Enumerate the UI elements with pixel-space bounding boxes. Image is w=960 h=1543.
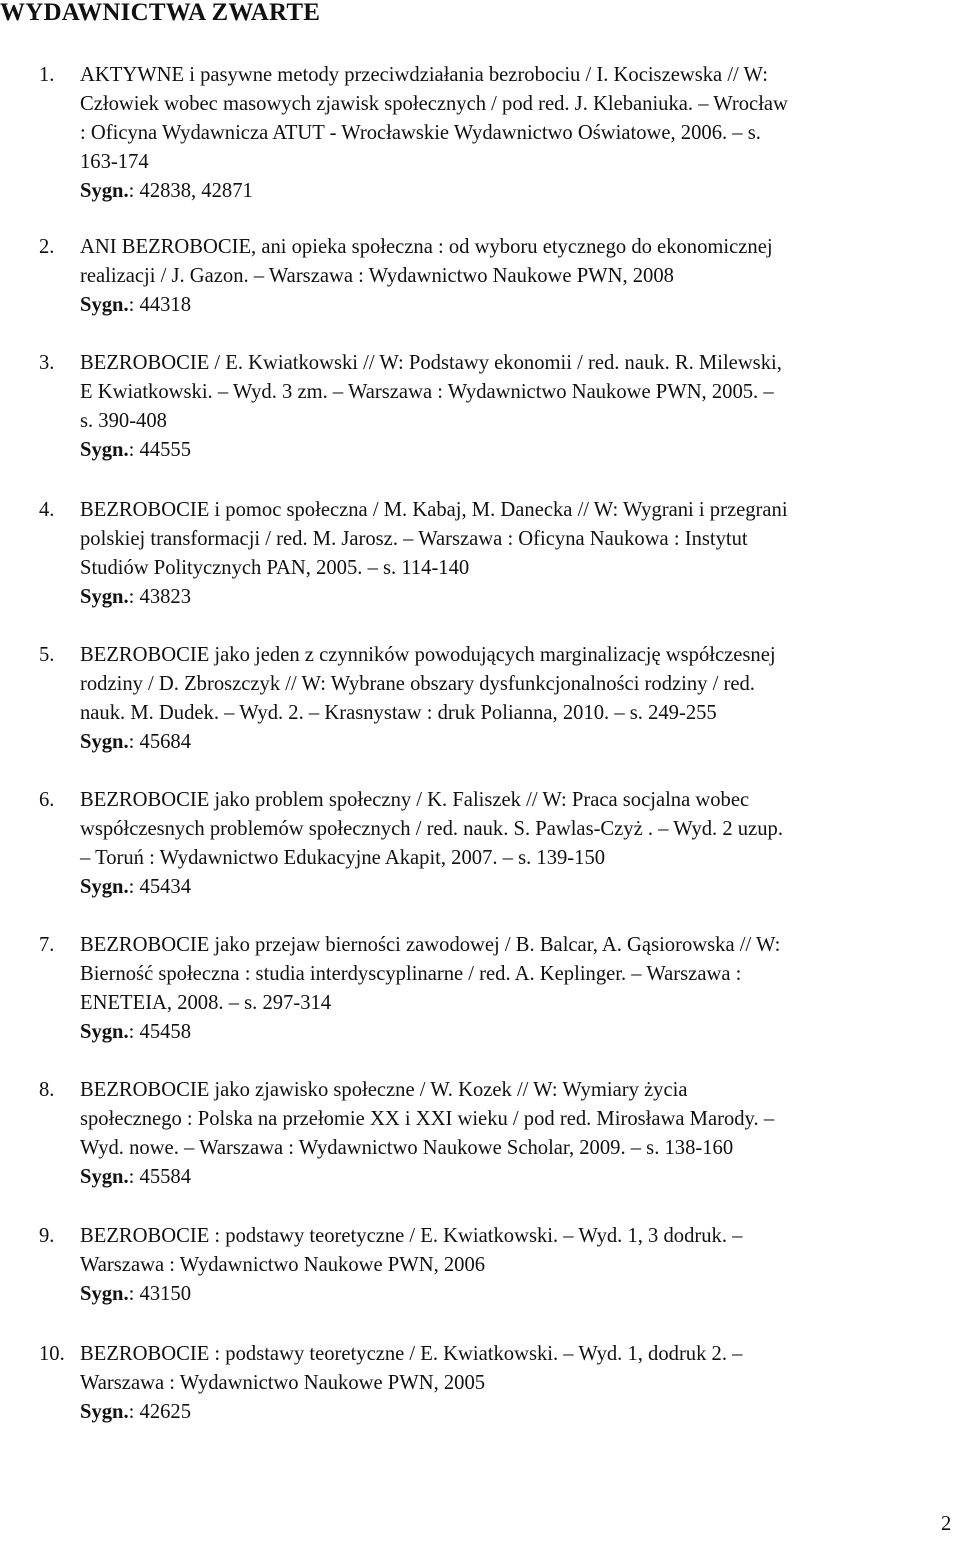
entry-line: AKTYWNE i pasywne metody przeciwdziałania bezrobociu / I. Kociszewska // W:: [80, 64, 768, 86]
entry-number: 3.: [39, 352, 55, 374]
call-number-line: [80, 1398, 960, 1427]
call-number-value: : 43823: [128, 586, 192, 608]
entry-line: ANI BEZROBOCIE, ani opieka społeczna : od wyboru etycznego do ekonomicznej: [80, 236, 773, 258]
call-number-line: [80, 1163, 960, 1192]
call-number-value: : 44555: [128, 439, 192, 461]
entry-number: 5.: [39, 644, 55, 666]
entry-line: BEZROBOCIE jako problem społeczny / K. Faliszek // W: Praca socjalna wobec: [80, 789, 750, 811]
entry-number: 2.: [39, 236, 55, 258]
entry-line: 163-174: [80, 151, 149, 173]
entry-line: BEZROBOCIE : podstawy teoretyczne / E. Kwiatkowski. – Wyd. 1, 3 dodruk. –: [80, 1225, 743, 1247]
entry-body: [80, 931, 960, 1047]
entry-number: 1.: [39, 64, 55, 86]
call-number-line: [80, 177, 960, 206]
entry-body: [80, 1076, 960, 1192]
call-number-line: [80, 728, 960, 757]
entry-body: [80, 349, 960, 465]
call-number-label: Sygn.: [80, 731, 129, 753]
entry-body: [80, 496, 960, 612]
page-heading: WYDAWNICTWA ZWARTE: [0, 0, 321, 26]
entry-line: społecznego : Polska na przełomie XX i XXI wieku / pod red. Mirosława Marody. –: [80, 1108, 775, 1130]
entry-line: BEZROBOCIE i pomoc społeczna / M. Kabaj, M. Danecka // W: Wygrani i przegrani: [80, 499, 788, 521]
call-number-line: [80, 1280, 960, 1309]
entry-line: – Toruń : Wydawnictwo Edukacyjne Akapit, 2007. – s. 139-150: [80, 847, 606, 869]
call-number-value: : 45584: [128, 1166, 192, 1188]
entry-line: realizacji / J. Gazon. – Warszawa : Wydawnictwo Naukowe PWN, 2008: [80, 265, 674, 287]
entry-body: [80, 61, 960, 206]
call-number-label: Sygn.: [80, 1283, 129, 1305]
entry-line: współczesnych problemów społecznych / red. nauk. S. Pawlas-Czyż . – Wyd. 2 uzup.: [80, 818, 783, 840]
entry-line: Człowiek wobec masowych zjawisk społecznych / pod red. J. Klebaniuka. – Wrocław: [80, 93, 788, 115]
call-number-line: [80, 583, 960, 612]
call-number-line: [80, 436, 960, 465]
call-number-value: : 45434: [128, 876, 192, 898]
entry-line: BEZROBOCIE jako jeden z czynników powodujących marginalizację współczesnej: [80, 644, 776, 666]
entry-line: nauk. M. Dudek. – Wyd. 2. – Krasnystaw : druk Polianna, 2010. – s. 249-255: [80, 702, 717, 724]
entry-body: [80, 641, 960, 757]
call-number-value: : 45684: [128, 731, 192, 753]
entry-line: BEZROBOCIE : podstawy teoretyczne / E. Kwiatkowski. – Wyd. 1, dodruk 2. –: [80, 1343, 743, 1365]
entry-line: Studiów Politycznych PAN, 2005. – s. 114-140: [80, 557, 470, 579]
call-number-label: Sygn.: [80, 294, 129, 316]
entry-line: polskiej transformacji / red. M. Jarosz. – Warszawa : Oficyna Naukowa : Instytut: [80, 528, 748, 550]
call-number-label: Sygn.: [80, 1166, 129, 1188]
entry-body: [80, 786, 960, 902]
entry-line: BEZROBOCIE / E. Kwiatkowski // W: Podstawy ekonomii / red. nauk. R. Milewski,: [80, 352, 782, 374]
entry-line: Warszawa : Wydawnictwo Naukowe PWN, 2005: [80, 1372, 486, 1394]
entry-number: 4.: [39, 499, 55, 521]
entry-body: [80, 1340, 960, 1427]
call-number-line: [80, 1018, 960, 1047]
entry-number: 7.: [39, 934, 55, 956]
entry-line: Wyd. nowe. – Warszawa : Wydawnictwo Naukowe Scholar, 2009. – s. 138-160: [80, 1137, 734, 1159]
call-number-label: Sygn.: [80, 1401, 129, 1423]
call-number-label: Sygn.: [80, 586, 129, 608]
entry-number: 10.: [39, 1343, 65, 1365]
entry-body: [80, 1222, 960, 1309]
entry-number: 6.: [39, 789, 55, 811]
call-number-value: : 44318: [128, 294, 192, 316]
call-number-value: : 45458: [128, 1021, 192, 1043]
call-number-value: : 43150: [128, 1283, 192, 1305]
call-number-value: : 42625: [128, 1401, 192, 1423]
entry-line: Warszawa : Wydawnictwo Naukowe PWN, 2006: [80, 1254, 486, 1276]
entry-line: rodziny / D. Zbroszczyk // W: Wybrane obszary dysfunkcjonalności rodziny / red.: [80, 673, 755, 695]
entry-line: s. 390-408: [80, 410, 167, 432]
entry-line: BEZROBOCIE jako przejaw bierności zawodowej / B. Balcar, A. Gąsiorowska // W:: [80, 934, 781, 956]
call-number-value: : 42838, 42871: [128, 180, 253, 202]
call-number-line: [80, 873, 960, 902]
call-number-label: Sygn.: [80, 180, 129, 202]
entry-line: Bierność społeczna : studia interdyscyplinarne / red. A. Keplinger. – Warszawa :: [80, 963, 742, 985]
call-number-line: [80, 291, 960, 320]
entry-line: : Oficyna Wydawnicza ATUT - Wrocławskie Wydawnictwo Oświatowe, 2006. – s.: [80, 122, 761, 144]
call-number-label: Sygn.: [80, 1021, 129, 1043]
call-number-label: Sygn.: [80, 876, 129, 898]
entry-number: 8.: [39, 1079, 55, 1101]
entry-line: E Kwiatkowski. – Wyd. 3 zm. – Warszawa : Wydawnictwo Naukowe PWN, 2005. –: [80, 381, 774, 403]
entry-line: ENETEIA, 2008. – s. 297-314: [80, 992, 332, 1014]
entry-line: BEZROBOCIE jako zjawisko społeczne / W. Kozek // W: Wymiary życia: [80, 1079, 688, 1101]
page-number: 2: [941, 1513, 952, 1535]
call-number-label: Sygn.: [80, 439, 129, 461]
entry-number: 9.: [39, 1225, 55, 1247]
entry-body: [80, 233, 960, 320]
